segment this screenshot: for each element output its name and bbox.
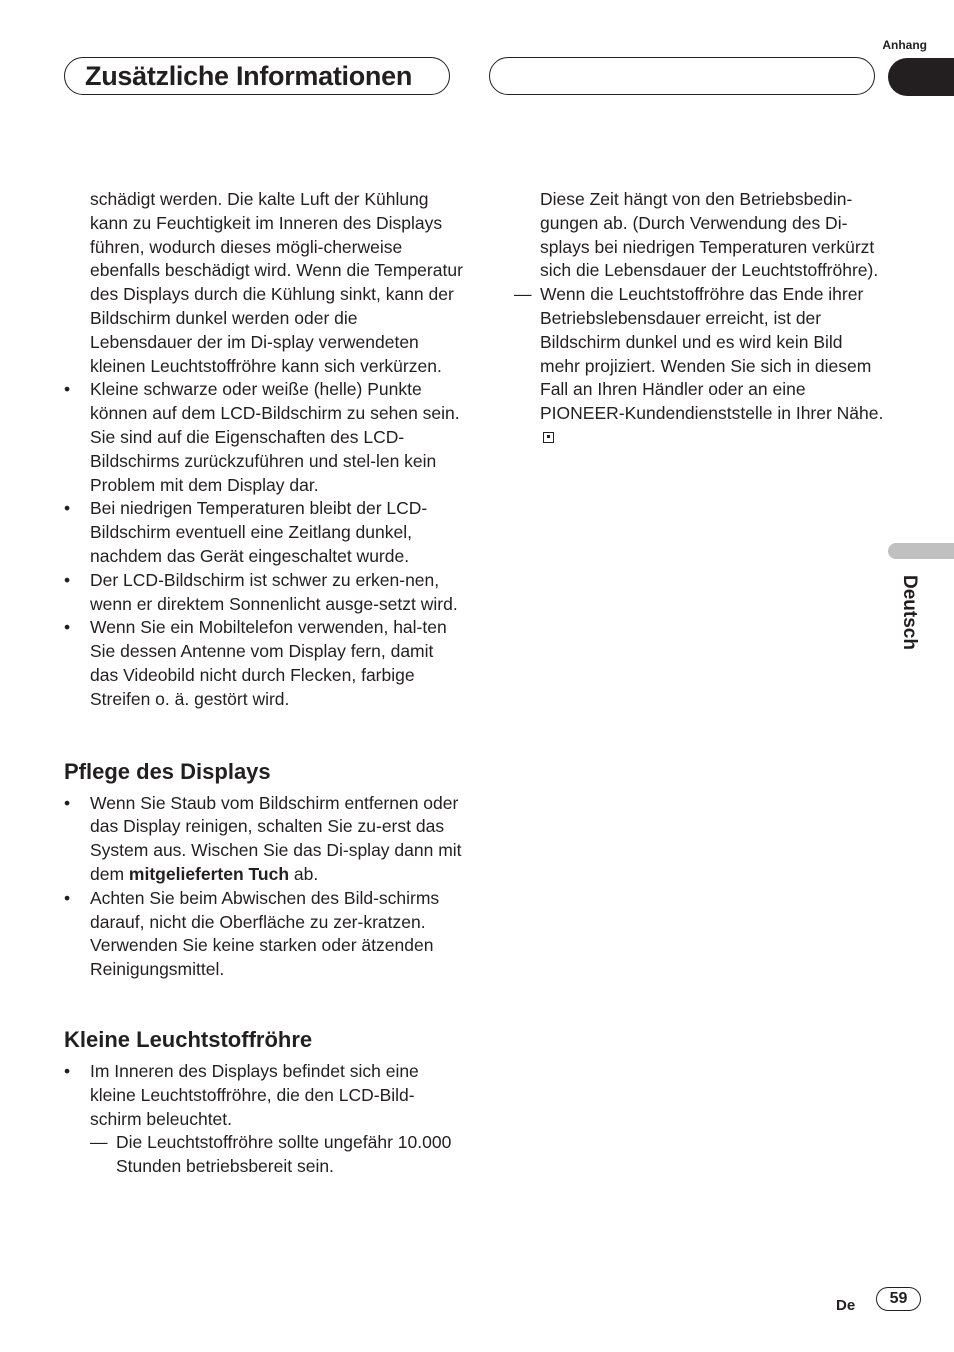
section-tab bbox=[888, 58, 954, 96]
bullet-icon: • bbox=[64, 617, 71, 638]
bullet-icon: • bbox=[64, 379, 71, 400]
section-label: Anhang bbox=[882, 38, 927, 52]
language-label: Deutsch bbox=[899, 575, 920, 650]
list-item: • Kleine schwarze oder weiße (helle) Punkte können auf dem LCD-Bildschirm zu sehen sein. Sie sind auf die Eigenschaften des LCD-Bildschirms zurückzuführen und stel-len kein Problem mit dem Display dar. bbox=[64, 379, 460, 495]
sub-list-item: — Wenn die Leuchtstoffröhre das Ende ihrer Betriebslebensdauer erreicht, ist der Bildschirm dunkel und es wird kein Bild mehr projiziert. Wenden Sie sich in diesem Fall an Ihren Händler oder an eine PIONEER-Kundendienststelle in Ihrer Nähe. bbox=[514, 283, 884, 450]
page-number: 59 bbox=[876, 1287, 921, 1311]
page-title: Zusätzliche Informationen bbox=[85, 61, 413, 91]
chapter-title-box bbox=[64, 57, 450, 95]
bullet-icon: • bbox=[64, 792, 71, 813]
section-heading-care: Pflege des Displays bbox=[64, 758, 271, 784]
dash-icon: — bbox=[514, 284, 532, 305]
bullet-icon: • bbox=[64, 887, 71, 908]
language-tab bbox=[888, 543, 954, 559]
section-heading-lamp: Kleine Leuchtstoffröhre bbox=[64, 1026, 313, 1052]
list-item: • Wenn Sie ein Mobiltelefon verwenden, hal-ten Sie dessen Antenne vom Display fern, damit das Videobild nicht durch Flecken, farbige Streifen o. ä. gestört wird. bbox=[64, 617, 447, 709]
continuation-paragraph: Diese Zeit hängt von den Betriebsbedin-gungen ab. (Durch Verwendung des Di-splays bei niedrigen Temperaturen verkürzt sich die Lebensdauer der Leuchtstoffröhre). bbox=[540, 189, 879, 281]
list-item: • Der LCD-Bildschirm ist schwer zu erken-nen, wenn er direktem Sonnenlicht ausge-setzt wird. bbox=[64, 569, 458, 614]
bullet-icon: • bbox=[64, 498, 71, 519]
right-column bbox=[514, 188, 884, 450]
bullet-icon: • bbox=[64, 569, 71, 590]
bullet-icon: • bbox=[64, 1060, 71, 1081]
continuation-paragraph: schädigt werden. Die kalte Luft der Kühlung kann zu Feuchtigkeit im Inneren des Displays führen, wodurch dieses mögli-cherweise ebenfalls beschädigt wird. Wenn die Temperatur des Displays durch die Kühlung sinkt, kann der Bildschirm dunkel werden oder die Lebensdauer der im Di-splay verwendeten kleinen Leuchtstoffröhre kann sich verkürzen. bbox=[90, 189, 463, 376]
sub-list-item: — Die Leuchtstoffröhre sollte ungefähr 10.000 Stunden betriebsbereit sein. bbox=[90, 1132, 452, 1177]
bold-term: mitgelieferten Tuch bbox=[128, 863, 290, 884]
dash-icon: — bbox=[90, 1132, 108, 1153]
list-item: • Achten Sie beim Abwischen des Bild-schirms darauf, nicht die Oberfläche zu zer-kratzen. Verwenden Sie keine starken oder ätzenden Reinigungsmittel. bbox=[64, 887, 440, 980]
list-item: • Im Inneren des Displays befindet sich eine kleine Leuchtstoffröhre, die den LCD-Bild-schirm beleuchtet. bbox=[64, 1060, 419, 1129]
list-item: • Wenn Sie Staub vom Bildschirm entfernen oder das Display reinigen, schalten Sie zu-erst das System aus. Wischen Sie das Di-splay dann mit dem mitgelieferten Tuch ab. bbox=[64, 792, 462, 884]
left-column bbox=[64, 188, 464, 1179]
end-mark-icon bbox=[543, 432, 554, 443]
list-item: • Bei niedrigen Temperaturen bleibt der LCD-Bildschirm eventuell eine Zeitlang dunkel, nachdem das Gerät eingeschaltet wurde. bbox=[64, 498, 428, 566]
language-code: De bbox=[836, 1297, 856, 1314]
empty-header-box bbox=[489, 57, 875, 95]
